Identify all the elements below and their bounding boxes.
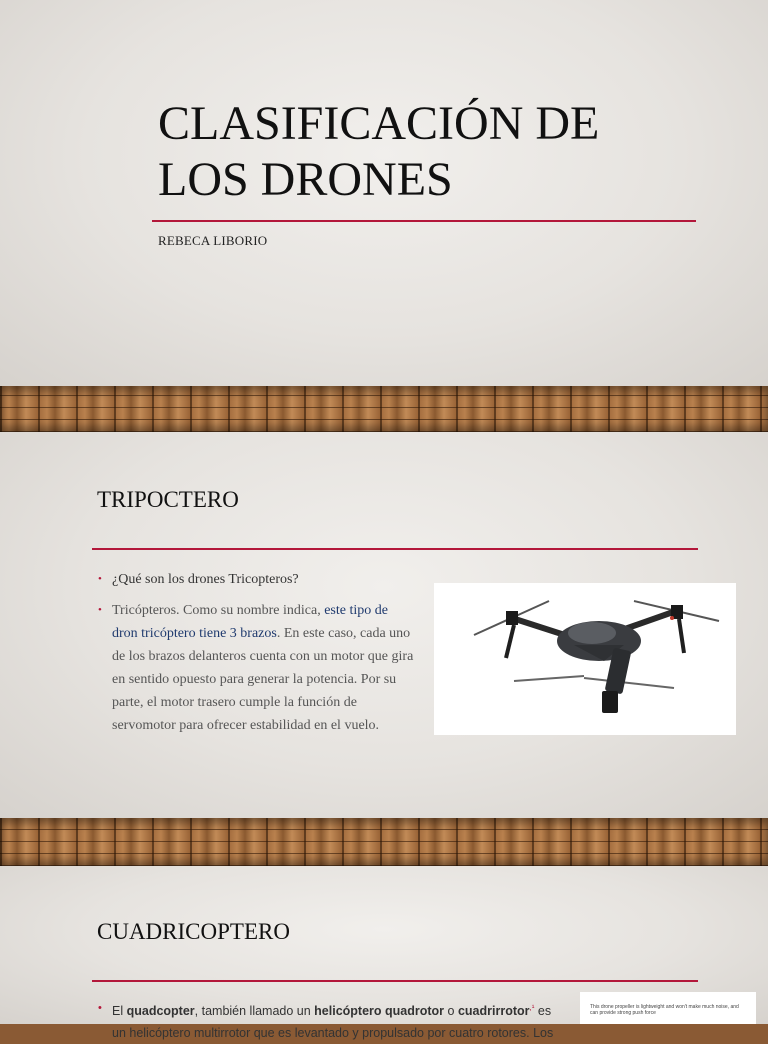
author-name: REBECA LIBORIO: [158, 233, 268, 248]
title-rule: [92, 980, 698, 982]
quadcopter-slide: [0, 866, 768, 1041]
wood-floor-divider: [0, 818, 768, 866]
bullet-icon: •: [98, 573, 102, 585]
tricopter-drone-icon: [434, 583, 736, 735]
bullet-list: [98, 568, 416, 737]
title-rule: [92, 548, 698, 550]
caption-image: [580, 992, 756, 1024]
presentation-title: [158, 96, 599, 208]
bullet-list: [98, 997, 564, 1044]
tricopter-image: [434, 583, 736, 735]
bullet-icon: •: [98, 1002, 102, 1014]
list-item: • Tricópteros. Como su nombre indica, este tipo de dron tricóptero tiene 3 brazos. En este caso, cada uno de los brazos delanteros cuenta con un motor que gira en sentido opuesto para generar la potencia. Por su parte, el motor trasero cumple la función de servomotor para ofrecer estabilidad en el vuelo.: [98, 599, 416, 737]
bullet-icon: •: [98, 604, 102, 616]
highlight-link[interactable]: este tipo de dron tricóptero tiene 3 brazos: [112, 603, 388, 641]
title-rule: [152, 220, 696, 222]
title-line-1: CLASIFICACIÓN DE: [158, 97, 600, 150]
slide-title: TRIPOCTERO: [97, 487, 239, 512]
title-line-2: LOS DRONES: [158, 153, 453, 206]
title-slide: [0, 0, 768, 386]
wood-floor-divider: [0, 386, 768, 432]
list-item: • El quadcopter, también llamado un helicóptero quadrotor o cuadrirrotor$^{,^1}$ es un helicóptero multirrotor que es levantado y propulsado por cuatro rotores. Los: [98, 997, 564, 1044]
image-caption: This drone propeller is lightweight and won't make much noise, and can provide strong push force: [590, 1004, 739, 1016]
list-item: • ¿Qué son los drones Tricopteros?: [98, 568, 416, 591]
tricopter-slide: [0, 432, 768, 818]
reference-mark[interactable]: ,¹: [529, 1003, 535, 1012]
slide-title: CUADRICOPTERO: [97, 919, 290, 944]
